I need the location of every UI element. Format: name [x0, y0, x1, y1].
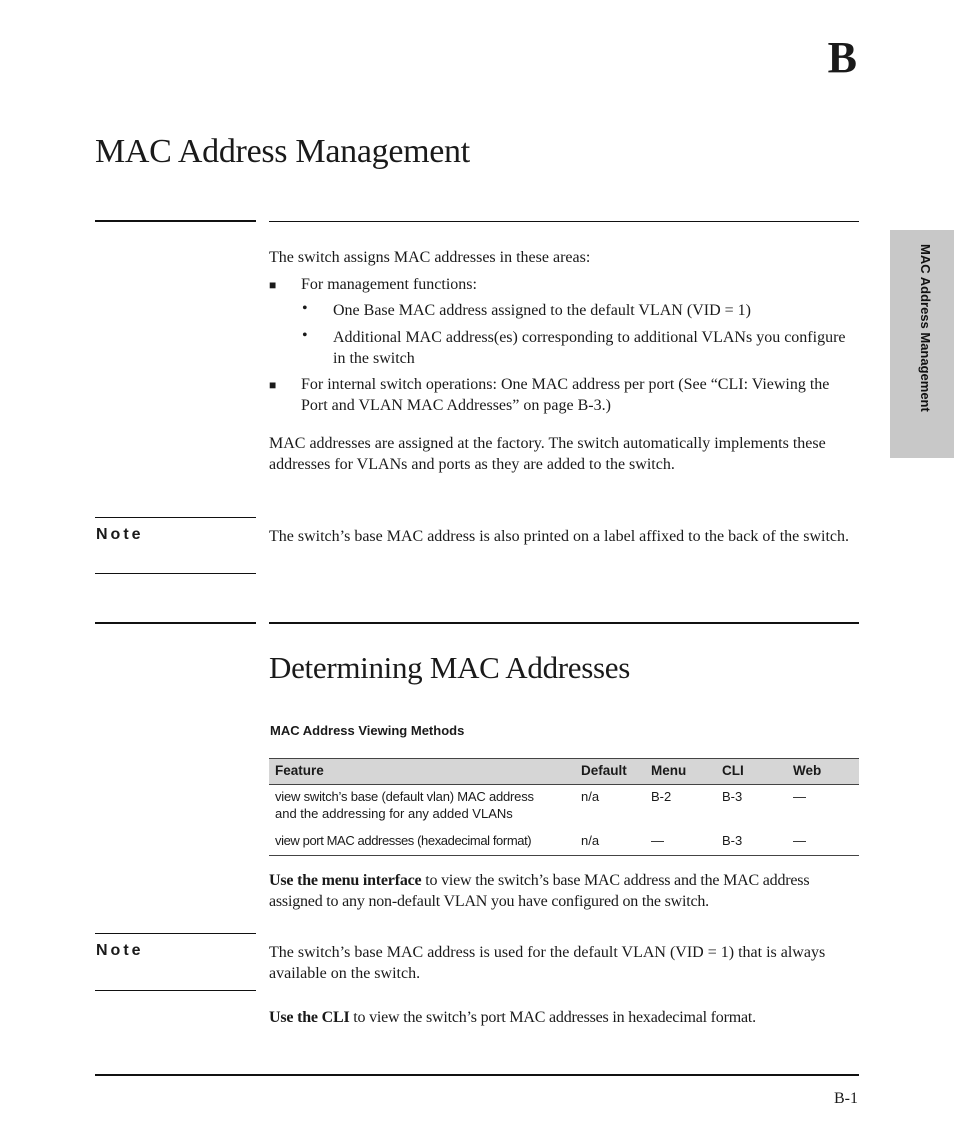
column-header-menu: Menu — [651, 763, 687, 778]
table-header-row — [269, 758, 859, 785]
table-bottom-rule — [269, 855, 859, 856]
intro-subitem-additional-mac: Additional MAC address(es) corresponding to additional VLANs you configure in the switch — [333, 329, 846, 367]
table-cell-cli: B-3 — [722, 789, 743, 804]
table-cell-feature-line: view port MAC addresses (hexadecimal format) — [275, 833, 532, 848]
table-cell-cli: B-3 — [722, 833, 743, 848]
note-text: The switch’s base MAC address is also printed on a label affixed to the back of the switch. — [269, 528, 850, 545]
right-rule-section — [269, 622, 859, 624]
menu-interface-paragraph — [269, 870, 859, 912]
column-header-web: Web — [793, 763, 822, 778]
table-cell-web: — — [793, 833, 806, 848]
table-cell-default: n/a — [581, 789, 600, 804]
page-number: B-1 — [834, 1090, 858, 1107]
table-cell-web: — — [793, 789, 806, 804]
dot-bullet-icon: • — [302, 300, 308, 317]
column-header-cli: CLI — [722, 763, 744, 778]
note-label: Note — [96, 942, 144, 959]
note-rule-bottom — [95, 990, 256, 991]
square-bullet-icon: ■ — [269, 378, 277, 392]
table-cell-default: n/a — [581, 833, 600, 848]
column-header-feature: Feature — [275, 763, 324, 778]
cli-text: to view the switch’s port MAC addresses in hexadecimal format. — [349, 1009, 756, 1026]
cli-lead: Use the CLI — [269, 1009, 350, 1026]
table-cell-menu: B-2 — [651, 789, 672, 804]
chapter-side-tab[interactable] — [890, 230, 954, 458]
left-rule-top — [95, 220, 256, 222]
note-text: The switch’s base MAC address is used for the default VLAN (VID = 1) that is always available on the switch. — [269, 944, 826, 982]
footer-rule — [95, 1074, 859, 1076]
left-rule-section — [95, 622, 256, 624]
intro-paragraph: MAC addresses are assigned at the factory. The switch automatically implements these addresses for VLANs and ports as they are added to the switch. — [269, 435, 826, 473]
table-caption: MAC Address Viewing Methods — [270, 723, 465, 738]
menu-interface-text: to view the switch’s base MAC address and the MAC address assigned to any non-default VLAN you have configured on the switch. — [269, 872, 810, 910]
table-cell-feature-line: view switch’s base (default vlan) MAC address — [275, 789, 534, 804]
table-cell-feature-line: and the addressing for any added VLANs — [275, 806, 513, 821]
note-rule-top — [95, 517, 256, 518]
intro-lead: The switch assigns MAC addresses in these areas: — [269, 249, 591, 266]
mac-viewing-methods-table — [269, 758, 859, 854]
page-title: MAC Address Management — [95, 133, 470, 170]
note-label: Note — [96, 526, 144, 543]
table-row — [269, 829, 859, 854]
table-cell-menu: — — [651, 833, 664, 848]
intro-item-internal-ops: For internal switch operations: One MAC address per port (See “CLI: Viewing the Port and VLAN MAC Addresses” on page B-3.) — [301, 376, 830, 414]
menu-interface-lead: Use the menu interface — [269, 872, 422, 889]
dot-bullet-icon: • — [302, 327, 308, 344]
appendix-letter: B — [827, 33, 857, 82]
intro-subitem-base-mac: One Base MAC address assigned to the default VLAN (VID = 1) — [333, 302, 751, 319]
side-tab-label: MAC Address Management — [918, 244, 933, 412]
column-header-default: Default — [581, 763, 627, 778]
note-rule-bottom — [95, 573, 256, 574]
cli-paragraph — [269, 1007, 859, 1028]
right-rule-top — [269, 221, 859, 222]
intro-item-management: For management functions: — [301, 276, 477, 293]
note-rule-top — [95, 933, 256, 934]
square-bullet-icon: ■ — [269, 278, 277, 292]
table-row — [269, 785, 859, 829]
section-title: Determining MAC Addresses — [269, 650, 631, 685]
